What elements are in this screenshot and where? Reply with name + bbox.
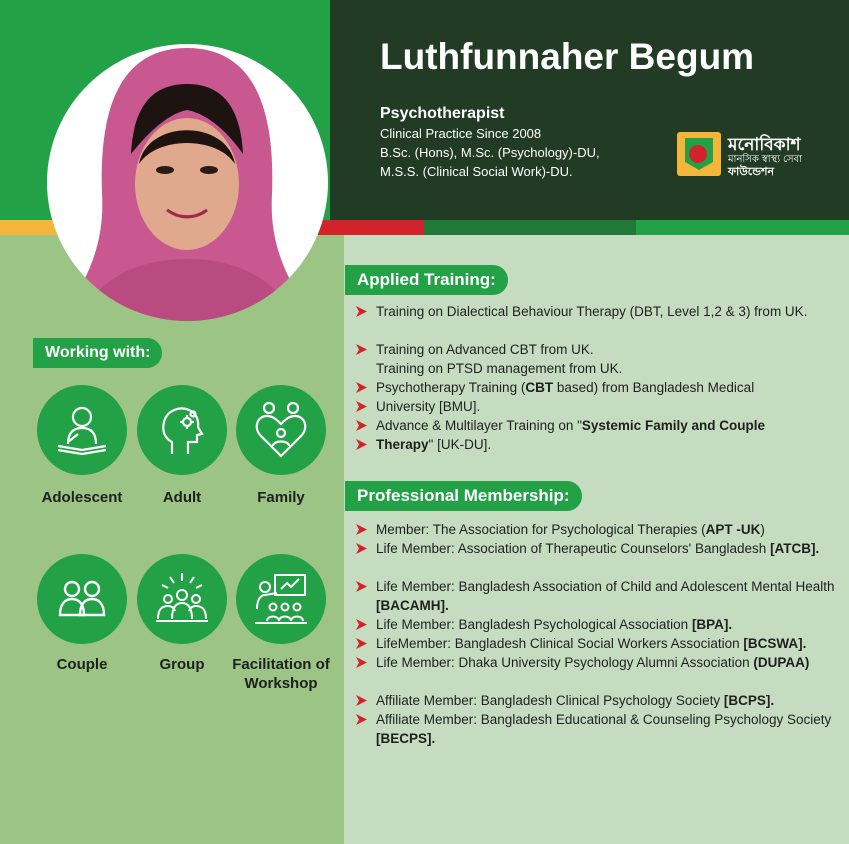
membership-text: Affiliate Member: Bangladesh Clinical Psychology Society [BCPS]. — [376, 693, 775, 708]
bullet-arrow-icon — [356, 401, 367, 412]
working-label-adolescent: Adolescent — [41, 489, 123, 506]
professional-membership-heading: Professional Membership: — [345, 481, 582, 511]
family-heart-icon — [236, 385, 326, 475]
workshop-presentation-icon — [236, 554, 326, 644]
bullet-arrow-icon — [356, 306, 367, 317]
stripe-dark-green — [424, 220, 636, 235]
training-text: Training on Dialectical Behaviour Therapy (DBT, Level 1,2 & 3) from UK. — [376, 304, 808, 319]
membership-text: Life Member: Dhaka University Psychology Alumni Association (DUPAA) — [376, 655, 810, 670]
bullet-arrow-icon — [356, 344, 367, 355]
profile-role: Psychotherapist — [380, 105, 505, 122]
membership-text: Member: The Association for Psychological Therapies (APT -UK) — [376, 522, 765, 537]
membership-text: Affiliate Member: Bangladesh Educational & Counseling Psychology Society [BECPS]. — [376, 712, 832, 746]
training-text: Advance & Multilayer Training on "Systemic Family and Couple — [376, 418, 765, 433]
working-label-couple: Couple — [56, 656, 108, 673]
stripe-yellow — [0, 220, 60, 235]
logo-line-2: মানসিক স্বাস্থ্য সেবা — [728, 154, 803, 165]
working-label-group: Group — [159, 656, 205, 673]
credential-line-3: M.S.S. (Clinical Social Work)-DU. — [380, 164, 573, 179]
profile-photo — [47, 44, 328, 321]
bullet-arrow-icon — [356, 619, 367, 630]
left-panel — [0, 235, 344, 844]
bullet-arrow-icon — [356, 524, 367, 535]
bullet-arrow-icon — [356, 638, 367, 649]
logo-line-3: ফাউন্ডেশন — [728, 166, 775, 178]
membership-text: Life Member: Bangladesh Association of Child and Adolescent Mental Health [BACAMH]. — [376, 579, 835, 613]
bullet-arrow-icon — [356, 420, 367, 431]
couple-icon — [37, 554, 127, 644]
adolescent-reading-icon — [37, 385, 127, 475]
training-text: Psychotherapy Training (CBT based) from Bangladesh Medical — [376, 380, 755, 395]
working-label-workshop: Facilitation of Workshop — [232, 656, 330, 692]
training-text: University [BMU]. — [376, 399, 481, 414]
bullet-arrow-icon — [356, 714, 367, 725]
bullet-arrow-icon — [356, 657, 367, 668]
working-with-heading: Working with: — [33, 338, 162, 368]
stripe-green — [636, 220, 849, 235]
bullet-arrow-icon — [356, 581, 367, 592]
membership-text: Life Member: Association of Therapeutic Counselors' Bangladesh [ATCB]. — [376, 541, 820, 556]
membership-text: LifeMember: Bangladesh Clinical Social Workers Association [BCSWA]. — [376, 636, 807, 651]
bullet-arrow-icon — [356, 439, 367, 450]
profile-name: Luthfunnaher Begum — [380, 36, 755, 77]
training-text: Training on PTSD management from UK. — [376, 361, 623, 376]
stripe-red — [318, 220, 424, 235]
bullet-arrow-icon — [356, 543, 367, 554]
applied-training-heading: Applied Training: — [345, 265, 508, 295]
training-text: Training on Advanced CBT from UK. — [376, 342, 594, 357]
logo-line-1: মনোবিকাশ — [728, 135, 801, 154]
credential-line-2: B.Sc. (Hons), M.Sc. (Psychology)-DU, — [380, 145, 600, 160]
adult-head-gears-icon — [137, 385, 227, 475]
working-label-adult: Adult — [162, 489, 202, 506]
bullet-arrow-icon — [356, 695, 367, 706]
bullet-arrow-icon — [356, 382, 367, 393]
group-icon — [137, 554, 227, 644]
credential-line-1: Clinical Practice Since 2008 — [380, 126, 542, 141]
training-text: Therapy" [UK-DU]. — [376, 437, 492, 452]
membership-text: Life Member: Bangladesh Psychological Association [BPA]. — [376, 617, 733, 632]
working-label-family: Family — [257, 489, 305, 506]
moner-bondhu-logo-icon — [677, 132, 721, 176]
